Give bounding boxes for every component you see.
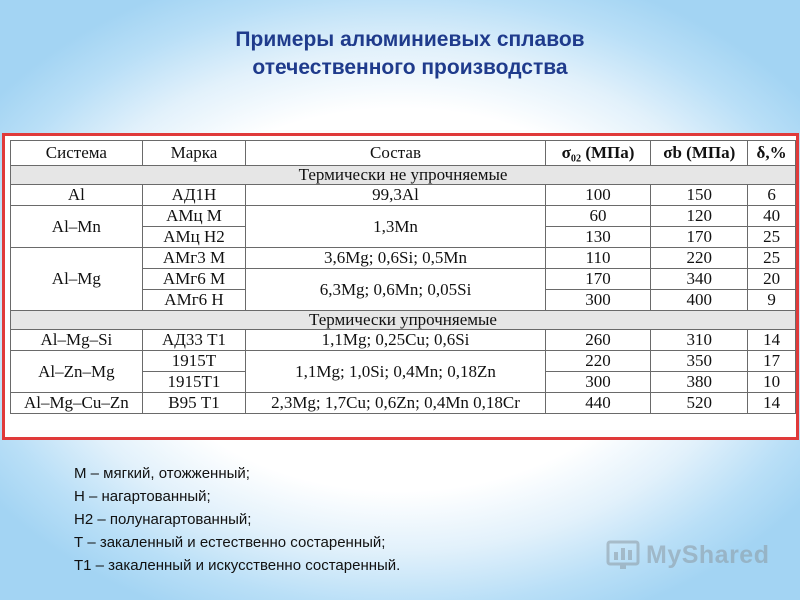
- cell-sigma02: 300: [545, 372, 651, 393]
- cell-sigma02: 60: [545, 206, 651, 227]
- header-grade: Марка: [142, 141, 246, 166]
- cell-sigmab: 380: [651, 372, 748, 393]
- table-row: [11, 206, 796, 227]
- cell-delta: 20: [748, 269, 796, 290]
- cell-system: Al–Zn–Mg: [11, 351, 143, 393]
- cell-delta: 10: [748, 372, 796, 393]
- cell-grade: В95 Т1: [142, 393, 246, 414]
- cell-sigmab: 400: [651, 290, 748, 311]
- title-line-1: Примеры алюминиевых сплавов: [235, 28, 585, 51]
- table-row: [11, 351, 796, 372]
- header-delta: δ,%: [748, 141, 796, 166]
- cell-grade: АМг6 М: [142, 269, 246, 290]
- cell-composition: 6,3Mg; 0,6Mn; 0,05Si: [246, 269, 545, 311]
- cell-sigmab: 340: [651, 269, 748, 290]
- cell-grade: 1915Т1: [142, 372, 246, 393]
- page-title: [120, 26, 700, 82]
- logo-text: MyShared: [646, 540, 770, 569]
- mysharedlogo-icon: [606, 538, 640, 572]
- cell-grade: АД1Н: [142, 185, 246, 206]
- cell-delta: 25: [748, 248, 796, 269]
- note-line: Н – нагартованный;: [74, 488, 211, 505]
- cell-sigma02: 110: [545, 248, 651, 269]
- header-sigma02: σ₀₂ (МПа): [545, 141, 651, 166]
- cell-sigmab: 520: [651, 393, 748, 414]
- note-line: Т1 – закаленный и искусственно состаренный.: [74, 557, 401, 574]
- cell-composition: 1,1Mg; 1,0Si; 0,4Mn; 0,18Zn: [246, 351, 545, 393]
- cell-grade: АМц М: [142, 206, 246, 227]
- table-row: [11, 185, 796, 206]
- cell-delta: 6: [748, 185, 796, 206]
- note-line: М – мягкий, отожженный;: [74, 465, 250, 482]
- note-line: Т – закаленный и естественно состаренный;: [74, 534, 386, 551]
- cell-system: Al: [11, 185, 143, 206]
- cell-sigmab: 170: [651, 227, 748, 248]
- cell-sigma02: 440: [545, 393, 651, 414]
- cell-sigmab: 150: [651, 185, 748, 206]
- cell-composition: 2,3Mg; 1,7Cu; 0,6Zn; 0,4Mn 0,18Cr: [246, 393, 545, 414]
- header-sigmab: σb (МПа): [651, 141, 748, 166]
- table-row: [11, 330, 796, 351]
- header-system: Система: [11, 141, 143, 166]
- note-line: Н2 – полунагартованный;: [74, 511, 252, 528]
- cell-delta: 14: [748, 393, 796, 414]
- cell-sigma02: 130: [545, 227, 651, 248]
- cell-system: Al–Mg: [11, 248, 143, 311]
- cell-grade: 1915Т: [142, 351, 246, 372]
- legend-notes: [74, 462, 400, 577]
- header-composition: Состав: [246, 141, 545, 166]
- cell-delta: 17: [748, 351, 796, 372]
- section-hardenable: Термически упрочняемые: [11, 311, 796, 330]
- cell-sigma02: 220: [545, 351, 651, 372]
- cell-sigmab: 350: [651, 351, 748, 372]
- alloy-table: [10, 140, 796, 414]
- cell-composition: 1,3Mn: [246, 206, 545, 248]
- title-line-2: отечественного производства: [252, 56, 568, 79]
- cell-sigma02: 100: [545, 185, 651, 206]
- cell-grade: АД33 Т1: [142, 330, 246, 351]
- cell-system: Al–Mn: [11, 206, 143, 248]
- cell-sigma02: 260: [545, 330, 651, 351]
- cell-sigma02: 170: [545, 269, 651, 290]
- table-row: [11, 393, 796, 414]
- cell-sigma02: 300: [545, 290, 651, 311]
- myshared-logo: [606, 535, 770, 575]
- cell-system: Al–Mg–Si: [11, 330, 143, 351]
- cell-grade: АМг6 Н: [142, 290, 246, 311]
- table-row: [11, 248, 796, 269]
- alloy-table-frame: [2, 133, 799, 440]
- cell-grade: АМг3 М: [142, 248, 246, 269]
- section-row: [11, 166, 796, 185]
- cell-composition: 1,1Mg; 0,25Cu; 0,6Si: [246, 330, 545, 351]
- table-header-row: [11, 141, 796, 166]
- cell-sigmab: 220: [651, 248, 748, 269]
- cell-delta: 9: [748, 290, 796, 311]
- cell-delta: 25: [748, 227, 796, 248]
- cell-composition: 3,6Mg; 0,6Si; 0,5Mn: [246, 248, 545, 269]
- cell-delta: 14: [748, 330, 796, 351]
- cell-system: Al–Mg–Cu–Zn: [11, 393, 143, 414]
- cell-grade: АМц Н2: [142, 227, 246, 248]
- cell-delta: 40: [748, 206, 796, 227]
- cell-sigmab: 120: [651, 206, 748, 227]
- section-row: [11, 311, 796, 330]
- cell-sigmab: 310: [651, 330, 748, 351]
- cell-composition: 99,3Al: [246, 185, 545, 206]
- section-non-hardenable: Термически не упрочняемые: [11, 166, 796, 185]
